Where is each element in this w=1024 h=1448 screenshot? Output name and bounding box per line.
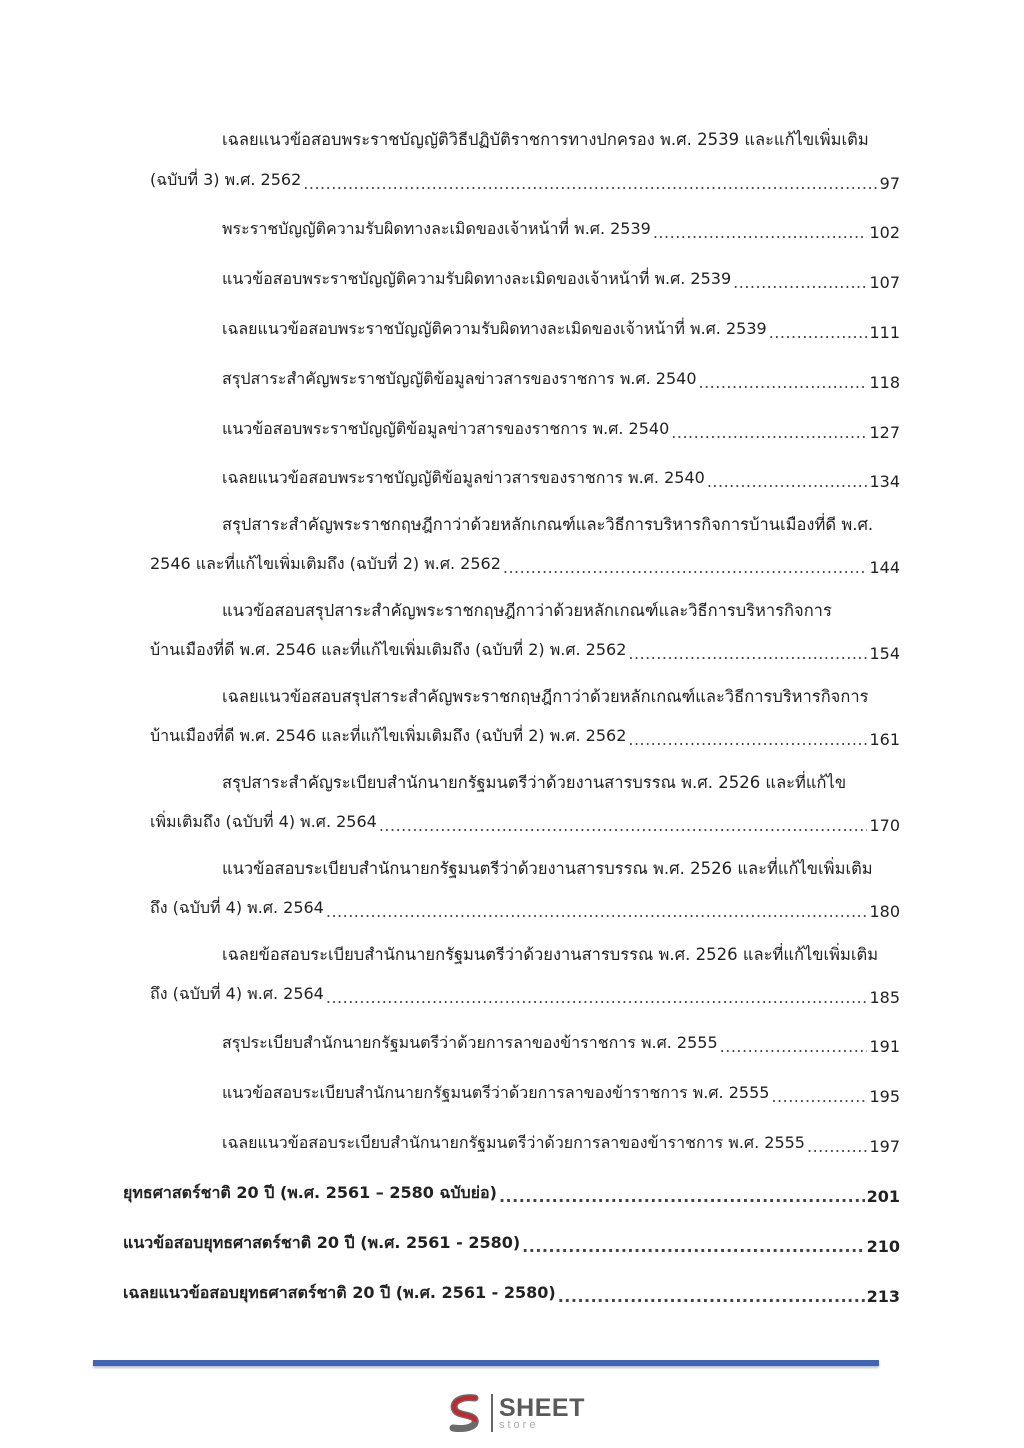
toc-entry-line2: ถึง (ฉบับที่ 4) พ.ศ. 2564 <box>150 984 324 1003</box>
toc-entry-line2: (ฉบับที่ 3) พ.ศ. 2562 <box>150 170 302 189</box>
toc-entry-line1: เฉลยแนวข้อสอบสรุปสาระสำคัญพระราชกฤษฎีกาว่าด้วยหลักเกณฑ์และวิธีการบริหารกิจการ <box>222 687 869 706</box>
toc-entry-title: พระราชบัญญัติความรับผิดทางละเมิดของเจ้าหน้าที่ พ.ศ. 2539 <box>222 219 651 238</box>
dot-leader <box>499 1187 865 1206</box>
toc-entry[interactable] <box>150 896 900 921</box>
sheet-store-logo-icon <box>445 1392 487 1434</box>
toc-main-entry[interactable] <box>123 1231 900 1256</box>
toc-entry-title: เฉลยแนวข้อสอบระเบียบสำนักนายกรัฐมนตรีว่าด้วยการลาของข้าราชการ พ.ศ. 2555 <box>222 1133 805 1152</box>
toc-entry[interactable] <box>150 638 900 663</box>
toc-entry-title: แนวข้อสอบพระราชบัญญัติความรับผิดทางละเมิดของเจ้าหน้าที่ พ.ศ. 2539 <box>222 269 732 288</box>
toc-main-title: แนวข้อสอบยุทธศาสตร์ชาติ 20 ปี (พ.ศ. 2561 - 2580) <box>123 1233 521 1252</box>
dot-leader <box>707 472 868 491</box>
page-number: 161 <box>869 730 900 749</box>
toc-entry-line2: ถึง (ฉบับที่ 4) พ.ศ. 2564 <box>150 898 324 917</box>
toc-entry[interactable] <box>222 1031 900 1056</box>
toc-main-entry[interactable] <box>123 1181 900 1206</box>
dot-leader <box>522 1237 864 1256</box>
page-number: 213 <box>866 1287 900 1306</box>
dot-leader <box>628 644 867 663</box>
toc-main-entry[interactable] <box>123 1281 900 1306</box>
logo-wordmark: SHEET <box>499 1393 585 1422</box>
toc-entry[interactable] <box>222 217 900 242</box>
dot-leader <box>503 558 868 577</box>
page-number: 97 <box>879 174 900 193</box>
dot-leader <box>653 223 868 242</box>
toc-entry-title: เฉลยแนวข้อสอบพระราชบัญญัติข้อมูลข่าวสารของราชการ พ.ศ. 2540 <box>222 468 705 487</box>
toc-entry-line2: บ้านเมืองที่ดี พ.ศ. 2546 และที่แก้ไขเพิ่มเติมถึง (ฉบับที่ 2) พ.ศ. 2562 <box>150 640 627 659</box>
page-number: 102 <box>869 223 900 242</box>
footer-rule <box>93 1360 879 1366</box>
toc-entry[interactable] <box>222 1131 900 1156</box>
page-number: 118 <box>869 373 900 392</box>
toc-entry-line2: 2546 และที่แก้ไขเพิ่มเติมถึง (ฉบับที่ 2) พ.ศ. 2562 <box>150 554 501 573</box>
toc-entry-line1: แนวข้อสอบระเบียบสำนักนายกรัฐมนตรีว่าด้วยงานสารบรรณ พ.ศ. 2526 และที่แก้ไขเพิ่มเติม <box>222 859 873 878</box>
toc-entry[interactable] <box>222 267 900 292</box>
dot-leader <box>326 988 868 1007</box>
page-number: 127 <box>869 423 900 442</box>
logo-separator <box>491 1394 493 1432</box>
dot-leader <box>303 174 877 193</box>
toc-main-title: เฉลยแนวข้อสอบยุทธศาสตร์ชาติ 20 ปี (พ.ศ. 2561 - 2580) <box>123 1283 556 1302</box>
page-number: 134 <box>869 472 900 491</box>
sheet-store-logo <box>445 1388 585 1438</box>
toc-entry[interactable] <box>150 168 900 193</box>
toc-entry-line2: เพิ่มเติมถึง (ฉบับที่ 4) พ.ศ. 2564 <box>150 812 377 831</box>
logo-subtext: store <box>499 1418 539 1431</box>
dot-leader <box>628 730 867 749</box>
dot-leader <box>720 1037 868 1056</box>
toc-entry-title: สรุประเบียบสำนักนายกรัฐมนตรีว่าด้วยการลาของข้าราชการ พ.ศ. 2555 <box>222 1033 718 1052</box>
toc-entry-line2: บ้านเมืองที่ดี พ.ศ. 2546 และที่แก้ไขเพิ่มเติมถึง (ฉบับที่ 2) พ.ศ. 2562 <box>150 726 627 745</box>
page-number: 107 <box>869 273 900 292</box>
page-number: 144 <box>869 558 900 577</box>
toc-entry-title: แนวข้อสอบพระราชบัญญัติข้อมูลข่าวสารของราชการ พ.ศ. 2540 <box>222 419 670 438</box>
toc-entry[interactable] <box>150 810 900 835</box>
dot-leader <box>699 373 868 392</box>
toc-entry-line1: สรุปสาระสำคัญพระราชกฤษฎีกาว่าด้วยหลักเกณฑ์และวิธีการบริหารกิจการบ้านเมืองที่ดี พ.ศ. <box>222 515 874 534</box>
dot-leader <box>558 1287 865 1306</box>
dot-leader <box>769 323 868 342</box>
toc-entry-line1: เฉลยแนวข้อสอบพระราชบัญญัติวิธีปฏิบัติราชการทางปกครอง พ.ศ. 2539 และแก้ไขเพิ่มเติม <box>222 130 869 149</box>
page-number: 210 <box>866 1237 900 1256</box>
toc-entry[interactable] <box>222 417 900 442</box>
toc-entry-line1: สรุปสาระสำคัญระเบียบสำนักนายกรัฐมนตรีว่าด้วยงานสารบรรณ พ.ศ. 2526 และที่แก้ไข <box>222 773 847 792</box>
page-number: 201 <box>866 1187 900 1206</box>
toc-entry[interactable] <box>150 552 900 577</box>
toc-entry-title: สรุปสาระสำคัญพระราชบัญญัติข้อมูลข่าวสารของราชการ พ.ศ. 2540 <box>222 369 697 388</box>
toc-entry[interactable] <box>222 466 900 491</box>
toc-entry[interactable] <box>222 1081 900 1106</box>
page-number: 191 <box>869 1037 900 1056</box>
dot-leader <box>733 273 867 292</box>
page-number: 195 <box>869 1087 900 1106</box>
page-number: 154 <box>869 644 900 663</box>
toc-entry-title: แนวข้อสอบระเบียบสำนักนายกรัฐมนตรีว่าด้วยการลาของข้าราชการ พ.ศ. 2555 <box>222 1083 770 1102</box>
page-number: 197 <box>869 1137 900 1156</box>
page-number: 185 <box>869 988 900 1007</box>
page-number: 170 <box>869 816 900 835</box>
toc-entry-line1: แนวข้อสอบสรุปสาระสำคัญพระราชกฤษฎีกาว่าด้วยหลักเกณฑ์และวิธีการบริหารกิจการ <box>222 601 832 620</box>
dot-leader <box>807 1137 867 1156</box>
toc-entry[interactable] <box>222 367 900 392</box>
page-number: 180 <box>869 902 900 921</box>
dot-leader <box>671 423 867 442</box>
toc-entry-line1: เฉลยข้อสอบระเบียบสำนักนายกรัฐมนตรีว่าด้วยงานสารบรรณ พ.ศ. 2526 และที่แก้ไขเพิ่มเติม <box>222 945 879 964</box>
toc-entry-title: เฉลยแนวข้อสอบพระราชบัญญัติความรับผิดทางละเมิดของเจ้าหน้าที่ พ.ศ. 2539 <box>222 319 767 338</box>
toc-entry[interactable] <box>150 724 900 749</box>
dot-leader <box>771 1087 867 1106</box>
toc-main-title: ยุทธศาสตร์ชาติ 20 ปี (พ.ศ. 2561 – 2580 ฉบับย่อ) <box>123 1183 497 1202</box>
toc-entry[interactable] <box>222 317 900 342</box>
dot-leader <box>379 816 868 835</box>
dot-leader <box>326 902 868 921</box>
page-number: 111 <box>869 323 900 342</box>
toc-entry[interactable] <box>150 982 900 1007</box>
